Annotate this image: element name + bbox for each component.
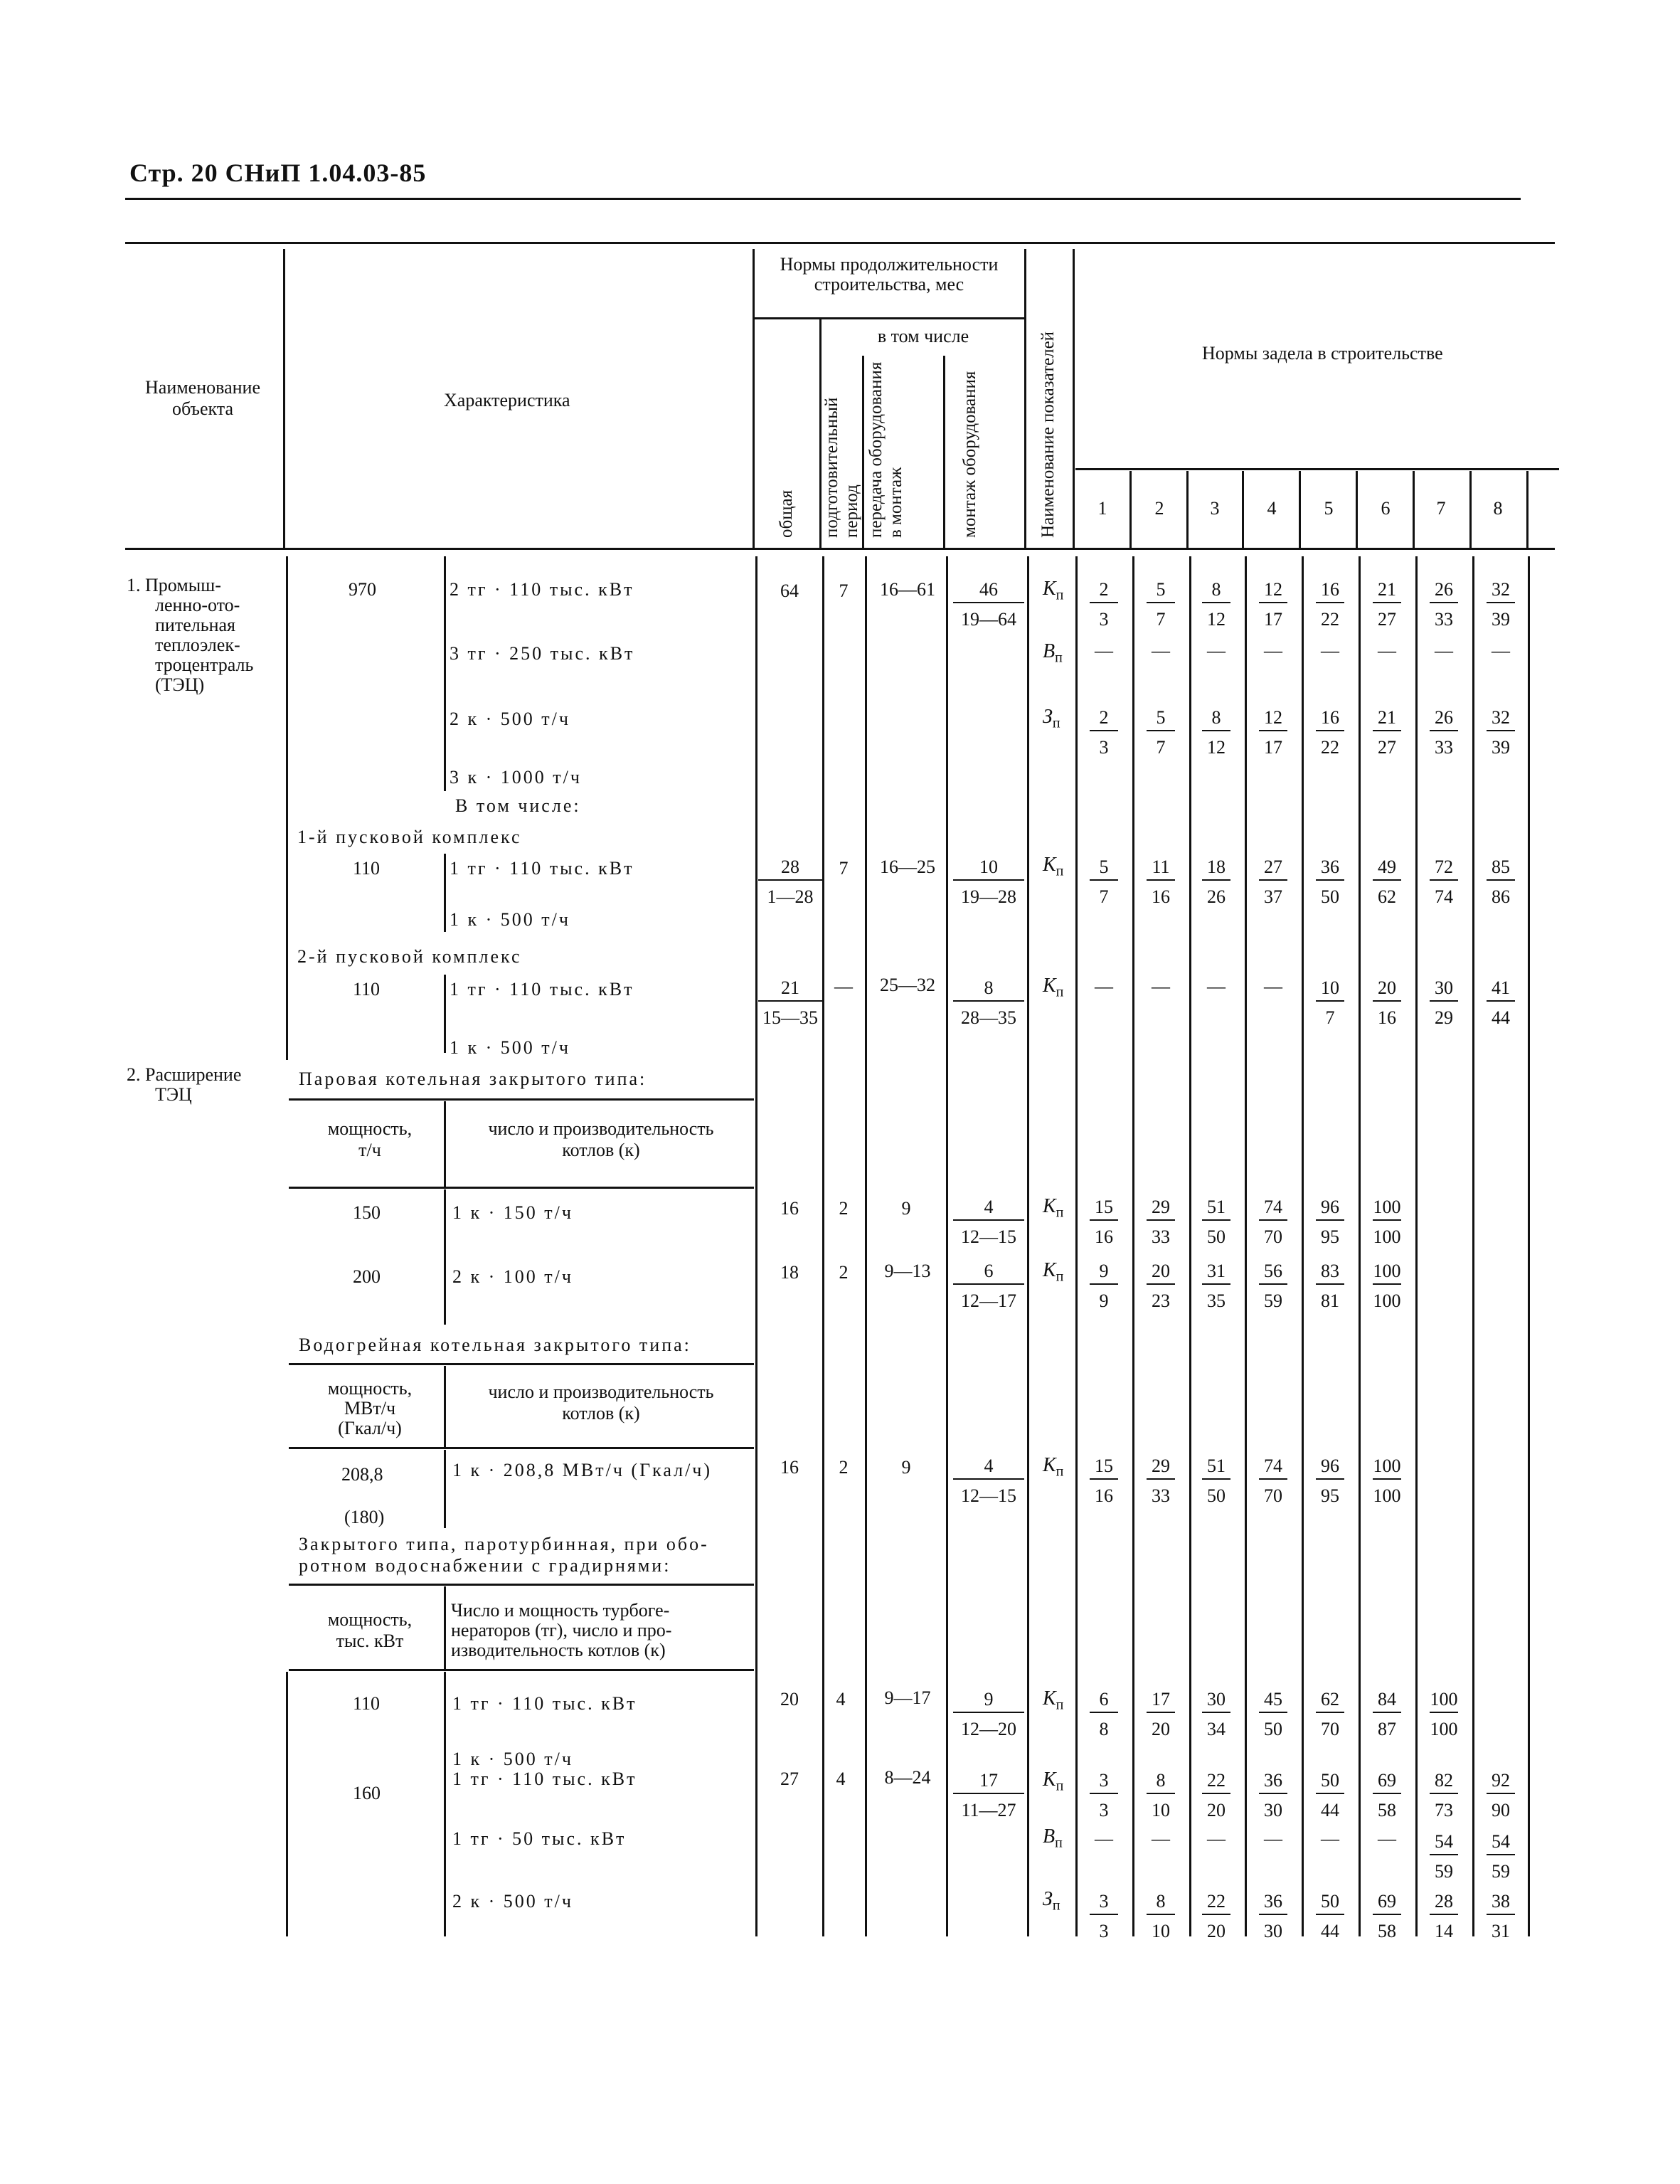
pk1-indicator-K: $К_п$ <box>1043 854 1064 879</box>
header-rule <box>125 198 1521 200</box>
c160-indicator-K: $К_п$ <box>1043 1769 1064 1794</box>
w_K-month-3: $\frac{51}{50}$ <box>1193 1457 1239 1505</box>
c160_Z-month-5: $\frac{50}{44}$ <box>1307 1892 1353 1941</box>
r1_B-month-2: — <box>1152 640 1170 661</box>
r1_Z-month-6: $\frac{21}{27}$ <box>1364 709 1410 757</box>
c160_Z-month-2: $\frac{8}{10}$ <box>1138 1892 1184 1941</box>
s150_K-month-4: $\frac{74}{70}$ <box>1250 1198 1296 1246</box>
c160_K-month-1: $\frac{3}{3}$ <box>1081 1771 1127 1820</box>
r1_B-month-1: — <box>1095 640 1113 661</box>
row1-char-3: 2 к · 500 т/ч <box>450 709 570 729</box>
r1_Z-month-4: $\frac{12}{17}$ <box>1250 709 1296 757</box>
r1_B-month-3: — <box>1207 640 1226 661</box>
pk1-char-2: 1 к · 500 т/ч <box>450 909 570 930</box>
r1_Z-month-3: $\frac{8}{12}$ <box>1193 709 1239 757</box>
row1-transfer: 16—61 <box>880 579 935 600</box>
c160_Z-month-6: $\frac{69}{58}$ <box>1364 1892 1410 1941</box>
r1_Z-month-1: $\frac{2}{3}$ <box>1081 709 1127 757</box>
month-5: 5 <box>1324 498 1334 519</box>
r1_B-month-4: — <box>1264 640 1282 661</box>
c110_K-month-6: $\frac{84}{87}$ <box>1364 1690 1410 1739</box>
pk2-title: 2-й пусковой комплекс <box>297 946 522 967</box>
c160_Z-month-4: $\frac{36}{30}$ <box>1250 1892 1296 1941</box>
pk1-install: $\frac{10}{19—28}$ <box>953 858 1024 906</box>
month-4: 4 <box>1267 498 1277 519</box>
r1_B-month-6: — <box>1378 640 1396 661</box>
closed-head-power: мощность, тыс. кВт <box>327 1609 413 1651</box>
header-total: общая <box>777 489 796 538</box>
steam-head-boilers: число и производительность котлов (к) <box>488 1118 714 1160</box>
s200-total: 18 <box>780 1262 799 1283</box>
c110_K-month-5: $\frac{62}{70}$ <box>1307 1690 1353 1739</box>
s200_K-month-5: $\frac{83}{81}$ <box>1307 1262 1353 1310</box>
s150_K-month-6: $\frac{100}{100}$ <box>1373 1197 1401 1247</box>
pk1-transfer: 16—25 <box>880 857 935 877</box>
r1_K-month-3: $\frac{8}{12}$ <box>1193 581 1239 629</box>
pk2_K-month-1: $\frac{10}{7}$ <box>1307 979 1353 1027</box>
r1_K-month-7: $\frac{26}{33}$ <box>1421 581 1467 629</box>
pk2_K_dash-month-4: — <box>1264 976 1282 997</box>
s200-prep: 2 <box>839 1262 849 1283</box>
month-8: 8 <box>1493 498 1503 519</box>
w_K-month-1: $\frac{15}{16}$ <box>1081 1457 1127 1505</box>
pk1-char-1: 1 тг · 110 тыс. кВт <box>450 858 634 879</box>
c160_K-month-6: $\frac{69}{58}$ <box>1364 1771 1410 1820</box>
c160_K-month-3: $\frac{22}{20}$ <box>1193 1771 1239 1820</box>
c110-transfer: 9—17 <box>884 1687 931 1708</box>
month-3: 3 <box>1210 498 1220 519</box>
s200_K-month-4: $\frac{56}{59}$ <box>1250 1262 1296 1310</box>
row1-prep: 7 <box>839 581 849 601</box>
w-power-gcal: (180) <box>344 1507 385 1527</box>
w_K-month-4: $\frac{74}{70}$ <box>1250 1457 1296 1505</box>
steam-title: Паровая котельная закрытого типа: <box>299 1069 647 1089</box>
c110_K-month-1: $\frac{6}{8}$ <box>1081 1690 1127 1739</box>
pk2_K_dash-month-1: — <box>1095 976 1113 997</box>
c110-total: 20 <box>780 1689 799 1709</box>
row1-indicator-Z: $З_п$ <box>1043 706 1060 731</box>
w_K-month-5: $\frac{96}{95}$ <box>1307 1457 1353 1505</box>
c110-prep: 4 <box>836 1689 846 1709</box>
page-header: Стр. 20 СНиП 1.04.03-85 <box>129 159 427 187</box>
r1_Z-month-2: $\frac{5}{7}$ <box>1138 709 1184 757</box>
closed-head-units: Число и мощность турбоге- нераторов (тг), число и про- изводительность котлов (к) <box>451 1600 672 1660</box>
c160-char-1: 1 тг · 110 тыс. кВт <box>452 1769 637 1789</box>
r1_K-month-8: $\frac{32}{39}$ <box>1478 581 1524 629</box>
pk1_K-month-4: $\frac{27}{37}$ <box>1250 858 1296 906</box>
pk2-power: 110 <box>353 979 381 1000</box>
r1_Z-month-7: $\frac{26}{33}$ <box>1421 709 1467 757</box>
w_K-month-6: $\frac{100}{100}$ <box>1373 1456 1401 1506</box>
c160_B-month-1: — <box>1095 1828 1113 1849</box>
pk1-prep: 7 <box>839 858 849 879</box>
row1-power: 970 <box>349 579 376 600</box>
c160_K-month-5: $\frac{50}{44}$ <box>1307 1771 1353 1820</box>
s200-indicator-K: $К_п$ <box>1043 1259 1064 1285</box>
including-label: В том числе: <box>455 795 581 816</box>
pk2_K_dash-month-3: — <box>1207 976 1226 997</box>
pk1-title: 1-й пусковой комплекс <box>297 827 522 847</box>
pk2-transfer: 25—32 <box>880 975 935 995</box>
pk1-total: $\frac{28}{1—28}$ <box>758 858 822 906</box>
row1-char-2: 3 тг · 250 тыс. кВт <box>450 643 635 664</box>
header-including: в том числе <box>877 326 969 346</box>
c110-install: $\frac{9}{12—20}$ <box>953 1690 1024 1739</box>
pk1-power: 110 <box>353 858 381 879</box>
w-prep: 2 <box>839 1457 849 1478</box>
pk1_K-month-1: $\frac{5}{7}$ <box>1081 858 1127 906</box>
header-prep: подготовительный период <box>822 397 861 538</box>
c160-char-3: 2 к · 500 т/ч <box>452 1891 573 1912</box>
c160_Z-month-1: $\frac{3}{3}$ <box>1081 1892 1127 1941</box>
w-install: $\frac{4}{12—15}$ <box>953 1457 1024 1505</box>
c160_B_frac-month-2: $\frac{54}{59}$ <box>1478 1833 1524 1881</box>
steam-head-power: мощность, т/ч <box>327 1118 413 1160</box>
c160_B-month-3: — <box>1207 1828 1226 1849</box>
c160_K-month-2: $\frac{8}{10}$ <box>1138 1771 1184 1820</box>
pk1_K-month-7: $\frac{72}{74}$ <box>1421 858 1467 906</box>
w-transfer: 9 <box>901 1457 911 1478</box>
r1_B-month-8: — <box>1492 640 1510 661</box>
c160-transfer: 8—24 <box>884 1767 931 1788</box>
s200_K-month-3: $\frac{31}{35}$ <box>1193 1262 1239 1310</box>
c110-power: 110 <box>353 1693 381 1714</box>
header-characteristic: Характеристика <box>444 390 570 410</box>
c160-indicator-B: $В_п$ <box>1043 1825 1063 1851</box>
s150_K-month-3: $\frac{51}{50}$ <box>1193 1198 1239 1246</box>
s150-transfer: 9 <box>901 1198 911 1219</box>
s150-prep: 2 <box>839 1198 849 1219</box>
w-total: 16 <box>780 1457 799 1478</box>
pk2_K_dash-month-2: — <box>1152 976 1170 997</box>
r1_K-month-2: $\frac{5}{7}$ <box>1138 581 1184 629</box>
s200_K-month-2: $\frac{20}{23}$ <box>1138 1262 1184 1310</box>
r1_K-month-6: $\frac{21}{27}$ <box>1364 581 1410 629</box>
header-transfer: передача оборудования в монтаж <box>866 361 905 538</box>
r1_B-month-7: — <box>1435 640 1453 661</box>
c160_K-month-4: $\frac{36}{30}$ <box>1250 1771 1296 1820</box>
s150-total: 16 <box>780 1198 799 1219</box>
w-indicator-K: $К_п$ <box>1043 1454 1064 1480</box>
c160_B_frac-month-1: $\frac{54}{59}$ <box>1421 1833 1467 1881</box>
row1-char-1: 2 тг · 110 тыс. кВт <box>450 579 634 600</box>
s150-char: 1 к · 150 т/ч <box>452 1202 573 1223</box>
pk1_K-month-8: $\frac{85}{86}$ <box>1478 858 1524 906</box>
c110-char-1: 1 тг · 110 тыс. кВт <box>452 1693 637 1714</box>
pk1_K-month-2: $\frac{11}{16}$ <box>1138 858 1184 906</box>
c160_B-month-6: — <box>1378 1828 1396 1849</box>
month-6: 6 <box>1381 498 1391 519</box>
s200-transfer: 9—13 <box>884 1261 931 1281</box>
c110-char-2: 1 к · 500 т/ч <box>452 1749 573 1769</box>
c160_B-month-2: — <box>1152 1828 1170 1849</box>
closed-title: Закрытого типа, паротурбинная, при обо- ротном водоснабжении с градирнями: <box>299 1534 709 1576</box>
c160_Z-month-7: $\frac{28}{14}$ <box>1421 1892 1467 1941</box>
s200-power: 200 <box>353 1266 381 1287</box>
water-title: Водогрейная котельная закрытого типа: <box>299 1335 691 1355</box>
c160_B-month-4: — <box>1264 1828 1282 1849</box>
pk2_K-month-2: $\frac{20}{16}$ <box>1364 979 1410 1027</box>
c160_K-month-8: $\frac{92}{90}$ <box>1478 1771 1524 1820</box>
w-char: 1 к · 208,8 МВт/ч (Гкал/ч) <box>452 1460 713 1480</box>
r1_B-month-5: — <box>1321 640 1339 661</box>
water-head-boilers: число и производительность котлов (к) <box>488 1382 714 1424</box>
c160-power: 160 <box>353 1783 381 1803</box>
c110_K-month-4: $\frac{45}{50}$ <box>1250 1690 1296 1739</box>
s200-install: $\frac{6}{12—17}$ <box>953 1262 1024 1310</box>
r1_Z-month-8: $\frac{32}{39}$ <box>1478 709 1524 757</box>
pk2_K-month-4: $\frac{41}{44}$ <box>1478 979 1524 1027</box>
header-object-name: Наименование объекта <box>145 377 260 419</box>
header-backlog: Нормы задела в строительстве <box>1202 343 1443 364</box>
c160_Z-month-8: $\frac{38}{31}$ <box>1478 1892 1524 1941</box>
pk2-char-2: 1 к · 500 т/ч <box>450 1037 570 1058</box>
s200_K-month-1: $\frac{9}{9}$ <box>1081 1262 1127 1310</box>
c110_K-month-3: $\frac{30}{34}$ <box>1193 1690 1239 1739</box>
c160-indicator-Z: $З_п$ <box>1043 1888 1060 1914</box>
c160-prep: 4 <box>836 1769 846 1789</box>
header-indicator: Наименование показателей <box>1038 331 1058 538</box>
c110_K-month-2: $\frac{17}{20}$ <box>1138 1690 1184 1739</box>
pk2-prep: — <box>834 976 853 997</box>
c160-total: 27 <box>780 1769 799 1789</box>
water-head-power: мощность, МВт/ч (Гкал/ч) <box>327 1378 413 1438</box>
row1-install: $\frac{46}{19—64}$ <box>953 581 1024 629</box>
s150-indicator-K: $К_п$ <box>1043 1195 1064 1221</box>
s200_K-month-6: $\frac{100}{100}$ <box>1373 1261 1401 1311</box>
c160_B-month-5: — <box>1321 1828 1339 1849</box>
r1_K-month-1: $\frac{2}{3}$ <box>1081 581 1127 629</box>
month-2: 2 <box>1154 498 1164 519</box>
c110-indicator-K: $К_п$ <box>1043 1687 1064 1713</box>
s150_K-month-5: $\frac{96}{95}$ <box>1307 1198 1353 1246</box>
s150_K-month-1: $\frac{15}{16}$ <box>1081 1198 1127 1246</box>
c160-char-2: 1 тг · 50 тыс. кВт <box>452 1828 627 1849</box>
pk1_K-month-3: $\frac{18}{26}$ <box>1193 858 1239 906</box>
s150-power: 150 <box>353 1202 381 1223</box>
s150_K-month-2: $\frac{29}{33}$ <box>1138 1198 1184 1246</box>
month-1: 1 <box>1097 498 1107 519</box>
c160-install: $\frac{17}{11—27}$ <box>953 1771 1024 1820</box>
r1_Z-month-5: $\frac{16}{22}$ <box>1307 709 1353 757</box>
c160_Z-month-3: $\frac{22}{20}$ <box>1193 1892 1239 1941</box>
s150-install: $\frac{4}{12—15}$ <box>953 1198 1024 1246</box>
w-power: 208,8 <box>341 1464 383 1485</box>
w_K-month-2: $\frac{29}{33}$ <box>1138 1457 1184 1505</box>
c160_K-month-7: $\frac{82}{73}$ <box>1421 1771 1467 1820</box>
header-duration: Нормы продолжительности строительства, мес <box>780 254 999 295</box>
row1-char-4: 3 к · 1000 т/ч <box>450 767 582 788</box>
r1_K-month-5: $\frac{16}{22}$ <box>1307 581 1353 629</box>
month-7: 7 <box>1436 498 1446 519</box>
s200-char: 2 к · 100 т/ч <box>452 1266 573 1287</box>
row1-indicator-B: $В_п$ <box>1043 640 1063 666</box>
r1_K-month-4: $\frac{12}{17}$ <box>1250 581 1296 629</box>
pk2_K-month-3: $\frac{30}{29}$ <box>1421 979 1467 1027</box>
pk1_K-month-5: $\frac{36}{50}$ <box>1307 858 1353 906</box>
pk2-total: $\frac{21}{15—35}$ <box>758 979 822 1027</box>
pk2-char-1: 1 тг · 110 тыс. кВт <box>450 979 634 1000</box>
row1-indicator-K: $К_п$ <box>1043 578 1064 603</box>
row1-total: 64 <box>780 581 799 601</box>
pk2-install: $\frac{8}{28—35}$ <box>953 979 1024 1027</box>
c110_K-month-7: $\frac{100}{100}$ <box>1430 1689 1458 1739</box>
header-install: монтаж оборудования <box>960 371 979 538</box>
pk1_K-month-6: $\frac{49}{62}$ <box>1364 858 1410 906</box>
pk2-indicator-K: $К_п$ <box>1043 975 1064 1000</box>
